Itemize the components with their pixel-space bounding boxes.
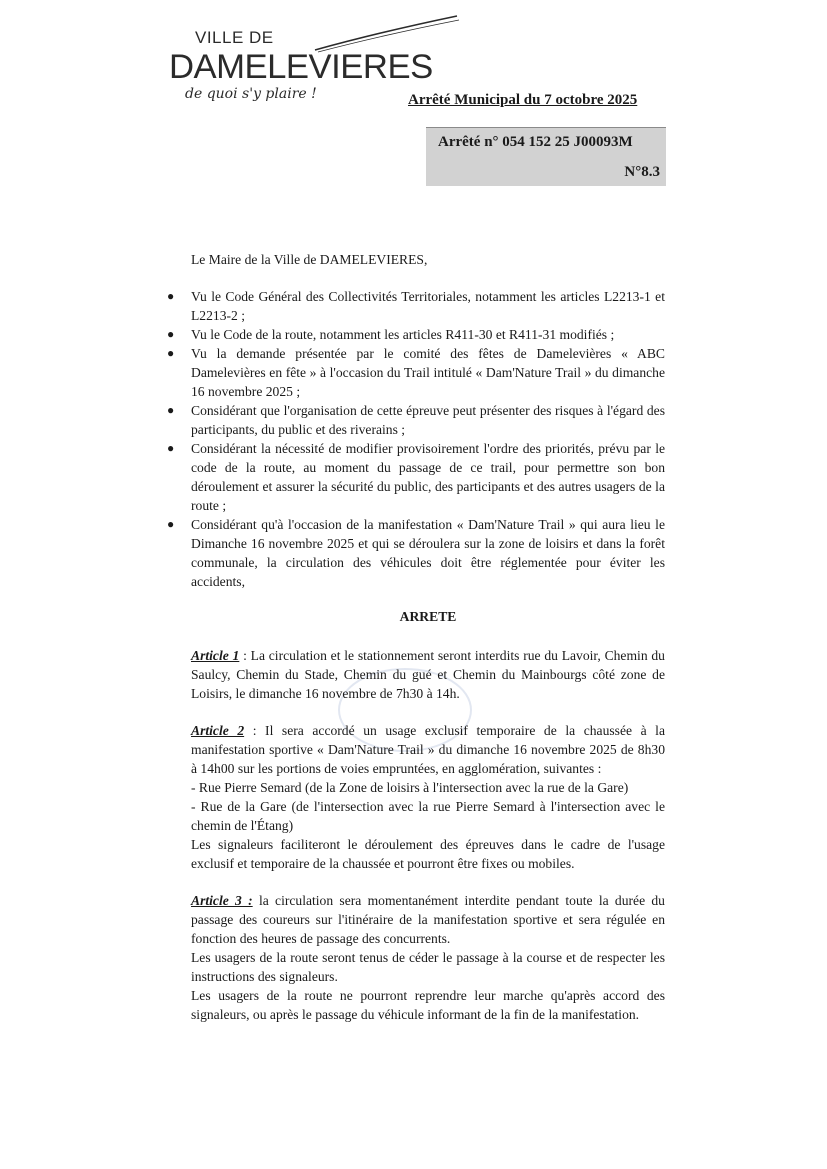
bullet-icon: ●	[167, 403, 175, 417]
arrete-heading: ARRETE	[399, 609, 457, 624]
article-label: Article 1	[191, 648, 240, 663]
decree-number: Arrêté n° 054 152 25 J00093M	[438, 134, 633, 150]
list-item	[167, 401, 665, 439]
article-paragraph	[191, 891, 665, 948]
logo-tagline: de quoi s'y plaire !	[185, 86, 317, 102]
bullet-icon: ●	[167, 346, 175, 360]
article-3	[191, 891, 665, 1024]
article-2	[191, 721, 665, 873]
list-item-text: Considérant qu'à l'occasion de la manifestation « Dam'Nature Trail » qui aura lieu le Dimanche 16 novembre 2025 et qui se déroulera sur la zone de loisirs et dans la forêt communale, la circulation des véhicules doit être réglementée pour éviter les accidents,	[191, 517, 665, 589]
bullet-icon: ●	[167, 289, 175, 303]
article-separator: :	[239, 648, 251, 663]
article-separator: :	[244, 723, 266, 738]
bullet-icon: ●	[167, 441, 175, 455]
article-label: Article 3 :	[191, 893, 253, 908]
article-text: Il sera accordé un usage exclusif temporaire de la chaussée à la manifestation sportive « Dam'Nature Trail » du dimanche 16 novembre 2025 de 8h30 à 14h00 sur les portions de voies empruntées, en agglomération, suivantes :	[191, 723, 665, 776]
list-item-text: Vu le Code Général des Collectivités Territoriales, notamment les articles L2213-1 et L2213-2 ;	[191, 289, 665, 323]
decree-body	[167, 250, 665, 1042]
article-paragraph	[191, 646, 665, 703]
article-paragraph	[191, 721, 665, 778]
list-item-text: Vu le Code de la route, notamment les articles R411-30 et R411-31 modifiés ;	[191, 327, 615, 342]
article-paragraph: Les usagers de la route seront tenus de céder le passage à la course et de respecter les instructions des signaleurs.	[191, 950, 665, 984]
decree-sub-number: N°8.3	[624, 164, 660, 180]
town-logo	[165, 12, 465, 104]
article-text: la circulation sera momentanément interdite pendant toute la durée du passage des coureurs sur l'itinéraire de la manifestation sportive et sera régulée en fonction des heures de passage des concurrents.	[191, 893, 665, 946]
bullet-icon: ●	[167, 327, 175, 341]
list-item-text: Considérant que l'organisation de cette épreuve peut présenter des risques à l'égard des participants, du public et des riverains ;	[191, 403, 665, 437]
decree-date: Arrêté Municipal du 7 octobre 2025	[408, 92, 638, 108]
article-1	[191, 646, 665, 703]
article-text: La circulation et le stationnement seront interdits rue du Lavoir, Chemin du Saulcy, Chemin du Stade, Chemin du gué et Chemin du Mainbourgs côté zone de Loisirs, le dimanche 16 novembre de 7h30 à 14h.	[191, 648, 665, 701]
article-paragraph: - Rue de la Gare (de l'intersection avec la rue Pierre Semard à l'intersection avec le chemin de l'Étang)	[191, 799, 665, 833]
list-item	[167, 515, 665, 591]
list-item	[167, 344, 665, 401]
list-item	[167, 325, 665, 344]
intro-line: Le Maire de la Ville de DAMELEVIERES,	[191, 252, 428, 267]
logo-ville-de: VILLE DE	[195, 28, 274, 47]
decree-reference-box	[426, 127, 666, 186]
list-item-text: Vu la demande présentée par le comité des fêtes de Damelevières « ABC Damelevières en fête » à l'occasion du Trail intitulé « Dam'Nature Trail » du dimanche 16 novembre 2025 ;	[191, 346, 665, 399]
article-paragraph: - Rue Pierre Semard (de la Zone de loisirs à l'intersection avec la rue de la Gare)	[191, 780, 629, 795]
article-paragraph: Les usagers de la route ne pourront reprendre leur marche qu'après accord des signaleurs, ou après le passage du véhicule informant de la fin de la manifestation.	[191, 988, 665, 1022]
article-paragraph: Les signaleurs faciliteront le déroulement des épreuves dans le cadre de l'usage exclusif et temporaire de la chaussée et pourront être fixes ou mobiles.	[191, 837, 665, 871]
bullet-icon: ●	[167, 517, 175, 531]
logo-town-name: DAMELEVIERES	[169, 48, 433, 86]
article-label: Article 2	[191, 723, 245, 738]
considerants-list	[167, 287, 665, 591]
list-item	[167, 287, 665, 325]
list-item	[167, 439, 665, 515]
list-item-text: Considérant la nécessité de modifier provisoirement l'ordre des priorités, prévu par le code de la route, au moment du passage de ce trail, pour permettre son bon déroulement et assurer la sécurité du public, des participants et des autres usagers de la route ;	[191, 441, 665, 513]
